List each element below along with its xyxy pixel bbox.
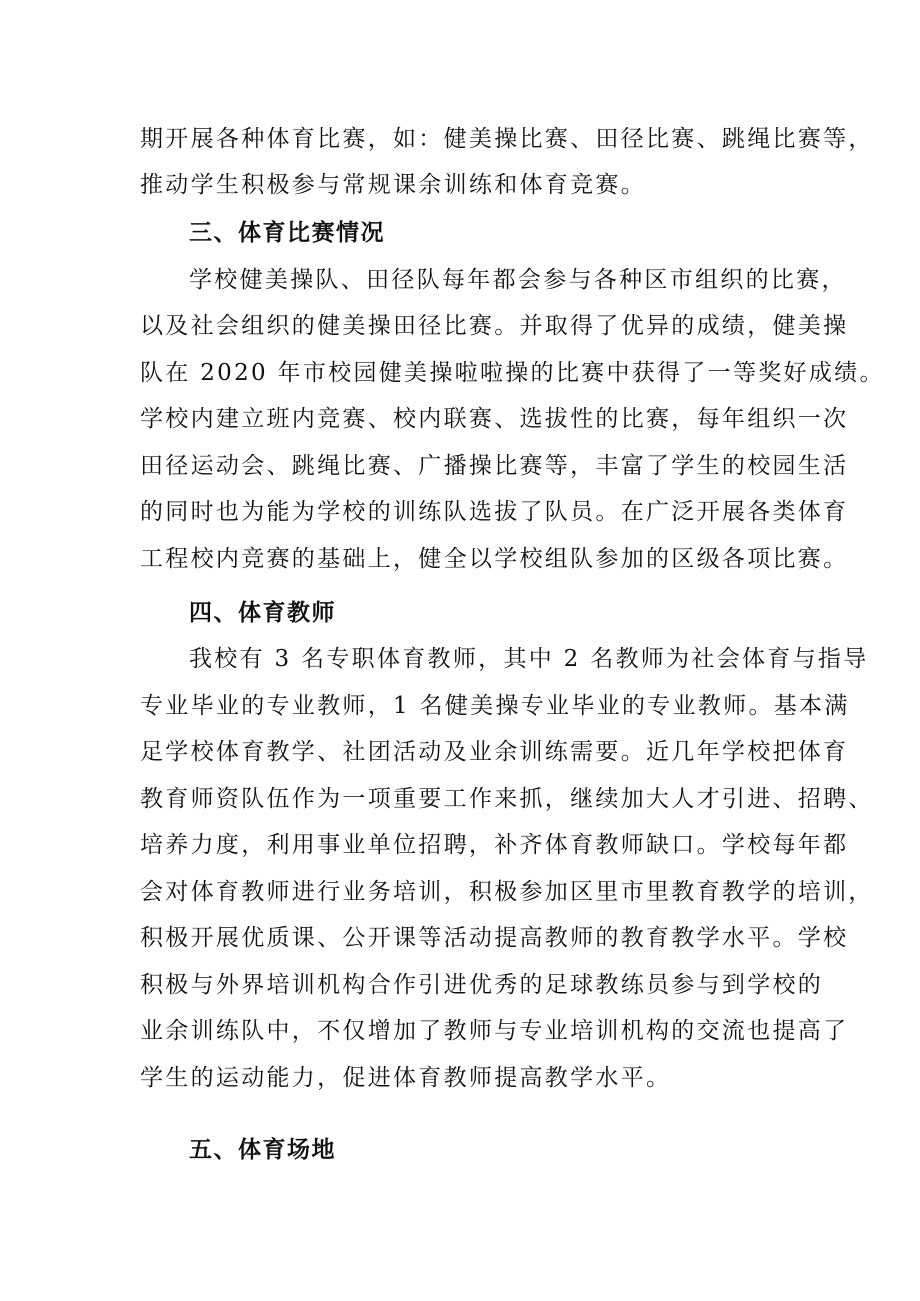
section4-line-10: 学生的运动能力，促进体育教师提高教学水平。: [140, 1065, 672, 1091]
intro-line-1: 期开展各种体育比赛，如：健美操比赛、田径比赛、跳绳比赛等，: [140, 126, 874, 152]
section3-line-7: 工程校内竞赛的基础上，健全以学校组队参加的区级各项比赛。: [140, 546, 849, 572]
section3-line-1: 学校健美操队、田径队每年都会参与各种区市组织的比赛，: [189, 267, 847, 293]
section3-line-6: 的同时也为能为学校的训练队选拔了队员。在广泛开展各类体育: [140, 499, 849, 525]
section4-line-6: 会对体育教师进行业务培训，积极参加区里市里教育教学的培训，: [140, 879, 874, 905]
intro-line-2: 推动学生积极参与常规课余训练和体育竞赛。: [140, 172, 646, 198]
section-heading-venues: 五、体育场地: [189, 1137, 336, 1163]
section4-line-8: 积极与外界培训机构合作引进优秀的足球教练员参与到学校的: [140, 972, 824, 998]
section4-line-9: 业余训练队中，不仅增加了教师与专业培训机构的交流也提高了: [140, 1018, 849, 1044]
section3-line-3: 队在 2020 年市校园健美操啦啦操的比赛中获得了一等奖好成绩。: [140, 360, 885, 386]
section-heading-teachers: 四、体育教师: [189, 600, 336, 626]
section4-line-4: 教育师资队伍作为一项重要工作来抓，继续加大人才引进、招聘、: [140, 786, 874, 812]
section4-line-7: 积极开展优质课、公开课等活动提高教师的教育教学水平。学校: [140, 925, 849, 951]
section4-line-1: 我校有 3 名专职体育教师，其中 2 名教师为社会体育与指导: [189, 646, 869, 672]
section-heading-competitions: 三、体育比赛情况: [189, 220, 385, 246]
section4-line-2: 专业毕业的专业教师，1 名健美操专业毕业的专业教师。基本满: [140, 693, 850, 719]
section4-line-3: 足学校体育教学、社团活动及业余训练需要。近几年学校把体育: [140, 739, 849, 765]
section3-line-5: 田径运动会、跳绳比赛、广播操比赛等，丰富了学生的校园生活: [140, 453, 849, 479]
section4-line-5: 培养力度，利用事业单位招聘，补齐体育教师缺口。学校每年都: [140, 832, 849, 858]
section3-line-4: 学校内建立班内竞赛、校内联赛、选拔性的比赛，每年组织一次: [140, 406, 849, 432]
section3-line-2: 以及社会组织的健美操田径比赛。并取得了优异的成绩，健美操: [140, 313, 849, 339]
